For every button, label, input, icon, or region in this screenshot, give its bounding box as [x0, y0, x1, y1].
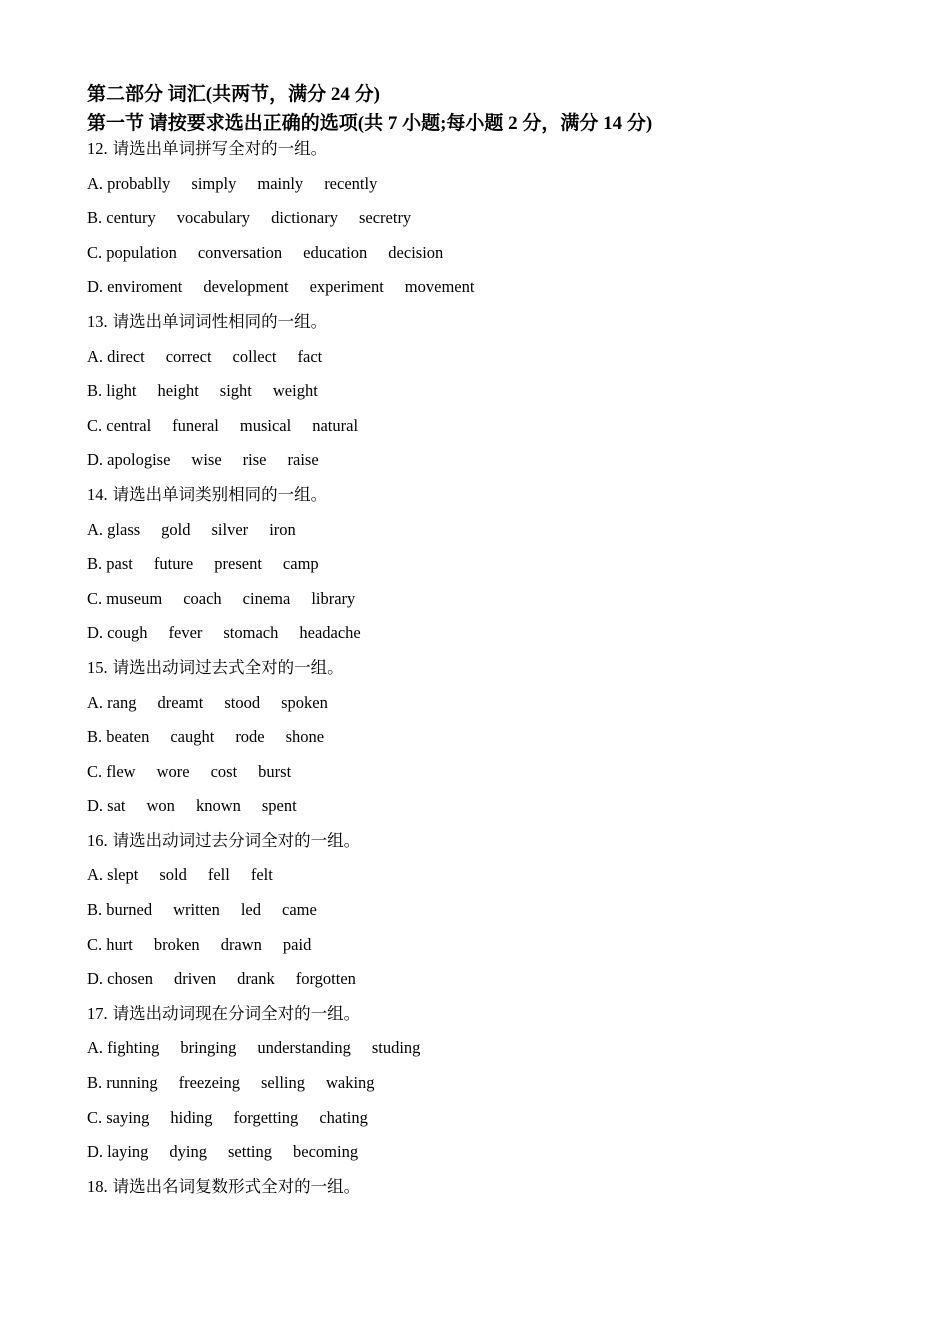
option-word: iron: [269, 519, 296, 539]
option-words: [106, 762, 291, 781]
question-text: 请选出动词过去分词全对的一组。: [112, 830, 361, 850]
option-word: musical: [239, 415, 292, 435]
answer-option[interactable]: [87, 898, 887, 933]
option-word: felt: [250, 865, 273, 885]
answer-option[interactable]: [87, 1106, 887, 1141]
option-letter: C.: [87, 934, 103, 954]
option-words: [107, 796, 297, 815]
option-word: dictionary: [271, 208, 338, 228]
question-text: 请选出单词拼写全对的一组。: [112, 139, 328, 158]
option-word: selling: [260, 1073, 305, 1093]
answer-option[interactable]: [87, 275, 887, 310]
question-number: 16.: [87, 830, 108, 850]
option-word: raise: [287, 450, 319, 470]
option-letter: A.: [87, 1038, 104, 1058]
option-word: probablly: [107, 173, 171, 193]
option-word: library: [311, 588, 356, 608]
option-word: future: [153, 554, 194, 574]
option-words: [107, 277, 474, 296]
option-word: broken: [153, 934, 200, 954]
option-letter: A.: [87, 865, 104, 885]
option-word: collect: [232, 346, 277, 366]
option-letter: D.: [87, 623, 104, 643]
option-word: bringing: [180, 1038, 237, 1058]
option-word: caught: [170, 727, 215, 747]
question-prompt: [87, 310, 887, 345]
option-word: enviroment: [107, 277, 183, 297]
option-word: central: [106, 415, 152, 435]
option-word: beaten: [106, 727, 150, 747]
option-letter: D.: [87, 796, 104, 816]
option-word: chosen: [107, 969, 153, 989]
option-word: development: [203, 277, 289, 297]
option-letter: D.: [87, 969, 104, 989]
question-prompt: [87, 137, 887, 172]
option-word: rise: [242, 450, 267, 470]
option-word: forgotten: [295, 969, 356, 989]
answer-option[interactable]: [87, 621, 887, 656]
option-word: mainly: [257, 173, 304, 193]
option-word: fact: [297, 346, 323, 366]
option-letter: C.: [87, 242, 103, 262]
answer-option[interactable]: [87, 760, 887, 795]
option-word: drawn: [220, 934, 262, 954]
option-letter: A.: [87, 173, 104, 193]
option-word: conversation: [197, 242, 283, 262]
question-text: 请选出名词复数形式全对的一组。: [112, 1176, 361, 1196]
option-word: slept: [107, 865, 139, 885]
option-word: stomach: [223, 623, 279, 643]
question-text: 请选出单词词性相同的一组。: [112, 311, 328, 331]
option-letter: B.: [87, 727, 103, 747]
option-word: direct: [107, 346, 145, 366]
question-prompt: [87, 483, 887, 518]
answer-option[interactable]: [87, 967, 887, 1002]
option-word: past: [106, 554, 133, 574]
answer-option[interactable]: [87, 933, 887, 968]
option-words: [106, 208, 411, 227]
option-words: [106, 381, 318, 400]
option-word: led: [240, 900, 262, 920]
option-word: experiment: [309, 277, 384, 297]
option-words: [107, 865, 273, 884]
answer-option[interactable]: [87, 587, 887, 622]
question-text: 请选出动词现在分词全对的一组。: [112, 1003, 361, 1023]
option-word: driven: [174, 969, 217, 989]
question-prompt: [87, 829, 887, 864]
option-word: stood: [224, 692, 261, 712]
option-word: cinema: [242, 588, 291, 608]
option-letter: B.: [87, 381, 103, 401]
answer-option[interactable]: [87, 241, 887, 276]
option-word: present: [214, 554, 262, 574]
answer-option[interactable]: [87, 863, 887, 898]
option-word: shone: [285, 727, 325, 747]
option-words: [107, 969, 356, 988]
answer-option[interactable]: [87, 206, 887, 241]
answer-option[interactable]: [87, 552, 887, 587]
option-words: [107, 450, 318, 469]
option-letter: B.: [87, 900, 103, 920]
question-number: 18.: [87, 1176, 108, 1196]
option-letter: A.: [87, 346, 104, 366]
option-words: [107, 1038, 420, 1057]
option-word: hurt: [106, 934, 133, 954]
option-letter: C.: [87, 1107, 103, 1127]
option-word: fell: [207, 865, 230, 885]
option-word: written: [173, 900, 220, 920]
option-word: wore: [156, 761, 190, 781]
option-word: hiding: [170, 1107, 213, 1127]
option-letter: B.: [87, 1073, 103, 1093]
section-heading: 第一节 请按要求选出正确的选项(共 7 小题;每小题 2 分，满分 14 分): [87, 113, 653, 134]
answer-option[interactable]: [87, 1071, 887, 1106]
option-word: dying: [169, 1142, 208, 1162]
option-word: coach: [183, 588, 222, 608]
option-word: sat: [107, 796, 126, 816]
option-word: burned: [106, 900, 153, 920]
option-word: running: [106, 1073, 158, 1093]
option-word: dreamt: [157, 692, 204, 712]
option-word: studing: [371, 1038, 421, 1058]
option-word: rang: [107, 692, 137, 712]
option-word: saying: [106, 1107, 150, 1127]
option-word: movement: [404, 277, 475, 297]
option-letter: C.: [87, 415, 103, 435]
option-letter: D.: [87, 277, 104, 297]
option-word: sold: [159, 865, 187, 885]
option-word: setting: [228, 1142, 273, 1162]
option-words: [106, 935, 311, 954]
option-word: natural: [312, 415, 359, 435]
part-heading: 第二部分 词汇(共两节，满分 24 分): [87, 84, 380, 105]
answer-option[interactable]: [87, 691, 887, 726]
option-word: apologise: [107, 450, 171, 470]
option-word: funeral: [172, 415, 219, 435]
option-word: understanding: [257, 1038, 351, 1058]
option-word: known: [195, 796, 241, 816]
option-word: wise: [191, 450, 222, 470]
answer-option[interactable]: [87, 1140, 887, 1175]
option-word: rode: [235, 727, 265, 747]
option-word: paid: [282, 934, 312, 954]
option-word: headache: [299, 623, 361, 643]
option-words: [106, 416, 358, 435]
option-word: becoming: [293, 1142, 359, 1162]
question-list: [87, 137, 887, 1209]
question-number: 13.: [87, 311, 108, 331]
option-word: sight: [219, 381, 252, 401]
option-word: came: [282, 900, 317, 920]
option-word: glass: [107, 519, 141, 539]
option-word: won: [146, 796, 175, 816]
question-prompt: [87, 1002, 887, 1037]
question-number: 15.: [87, 657, 108, 677]
option-letter: B.: [87, 208, 103, 228]
option-word: decision: [388, 242, 444, 262]
answer-option[interactable]: [87, 172, 887, 207]
option-word: education: [303, 242, 368, 262]
answer-option[interactable]: [87, 725, 887, 760]
option-word: vocabulary: [176, 208, 251, 228]
option-word: freezeing: [178, 1073, 240, 1093]
option-words: [106, 1073, 374, 1092]
option-word: weight: [272, 381, 318, 401]
option-word: flew: [106, 761, 136, 781]
answer-option[interactable]: [87, 345, 887, 380]
option-word: recently: [324, 173, 378, 193]
option-word: height: [157, 381, 199, 401]
option-word: correct: [165, 346, 212, 366]
option-words: [107, 623, 361, 642]
question-prompt: [87, 1175, 887, 1210]
option-word: light: [106, 381, 137, 401]
option-word: cost: [210, 761, 238, 781]
question-number: 14.: [87, 484, 108, 504]
option-words: [106, 900, 317, 919]
option-words: [106, 554, 318, 573]
option-word: silver: [211, 519, 249, 539]
answer-option[interactable]: [87, 414, 887, 449]
option-letter: D.: [87, 1142, 104, 1162]
option-words: [106, 589, 355, 608]
option-word: spent: [261, 796, 297, 816]
option-word: burst: [258, 761, 292, 781]
question-text: 请选出动词过去式全对的一组。: [112, 657, 344, 677]
option-words: [107, 347, 322, 366]
option-word: waking: [325, 1073, 375, 1093]
option-letter: B.: [87, 554, 103, 574]
option-word: gold: [161, 519, 191, 539]
option-words: [107, 1142, 358, 1161]
answer-option[interactable]: [87, 448, 887, 483]
option-word: secretry: [358, 208, 412, 228]
option-words: [107, 693, 328, 712]
option-words: [106, 727, 324, 746]
option-word: population: [106, 242, 177, 262]
option-word: drank: [237, 969, 275, 989]
option-word: forgetting: [233, 1107, 299, 1127]
option-word: fighting: [107, 1038, 160, 1058]
option-word: museum: [106, 588, 163, 608]
option-letter: C.: [87, 588, 103, 608]
option-word: fever: [168, 623, 203, 643]
question-number: 12.: [87, 139, 108, 158]
question-text: 请选出单词类别相同的一组。: [112, 484, 328, 504]
option-words: [107, 174, 377, 193]
option-words: [107, 520, 296, 539]
option-word: century: [106, 208, 156, 228]
option-word: laying: [107, 1142, 149, 1162]
question-prompt: [87, 656, 887, 691]
option-word: spoken: [281, 692, 328, 712]
option-words: [106, 243, 443, 262]
answer-option[interactable]: [87, 794, 887, 829]
answer-option[interactable]: [87, 518, 887, 553]
option-words: [106, 1108, 368, 1127]
option-letter: A.: [87, 519, 104, 539]
option-word: camp: [282, 554, 319, 574]
option-letter: C.: [87, 761, 103, 781]
option-letter: A.: [87, 692, 104, 712]
option-word: cough: [107, 623, 148, 643]
answer-option[interactable]: [87, 1036, 887, 1071]
answer-option[interactable]: [87, 379, 887, 414]
option-word: simply: [191, 173, 237, 193]
option-letter: D.: [87, 450, 104, 470]
option-word: chating: [319, 1107, 368, 1127]
question-number: 17.: [87, 1003, 108, 1023]
